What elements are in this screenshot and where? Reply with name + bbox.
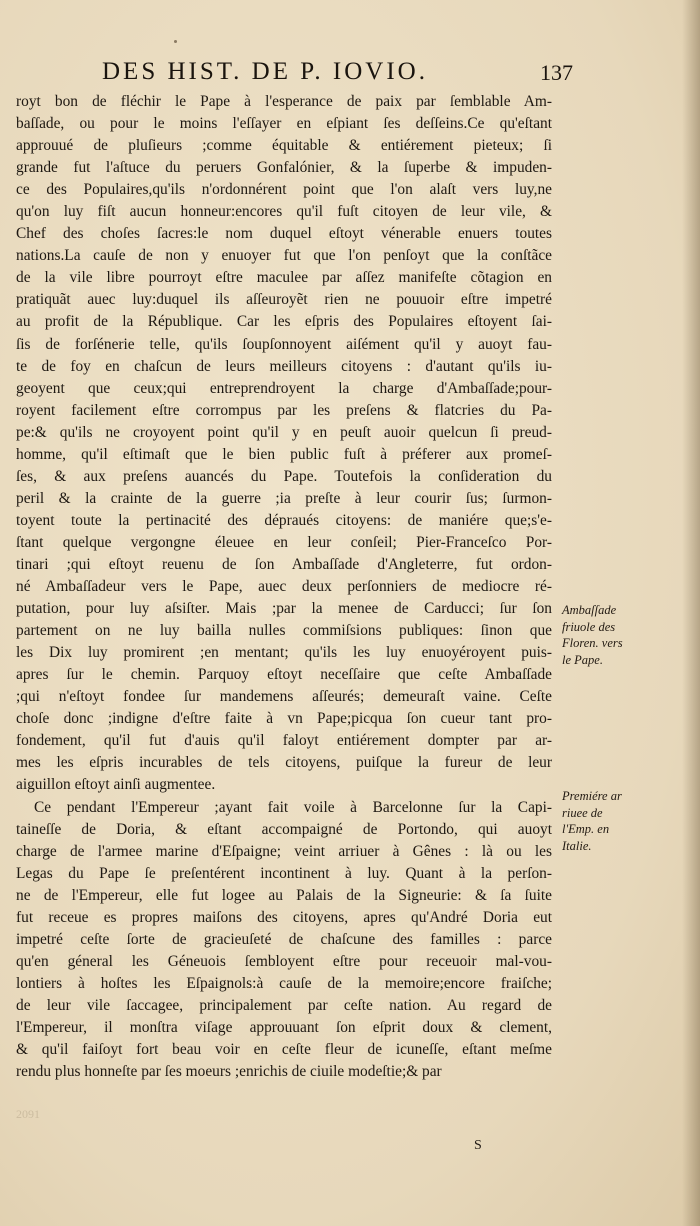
text-line: fondement, qu'il fut d'auis qu'il faloyt entiérement dompter par ar- — [16, 732, 552, 750]
text-line: homme, qu'il eſtimaſt que le bien public fuſt à préferer aux promeſ- — [16, 445, 552, 463]
marginal-note-line: le Pape. — [562, 652, 603, 667]
text-line: partement on ne luy bailla nulles commiſsions publiques: ſinon que — [16, 622, 552, 640]
text-line: ce des Populaires,qu'ils n'ordonnérent point que l'on alaſt vers luy,ne — [16, 181, 552, 199]
text-line: aiguillon eſtoyt ainſi augmentee. — [16, 776, 216, 794]
text-line: geoyent que ceux;qui entreprendroyent la charge d'Ambaſſade;pour- — [16, 379, 552, 397]
text-line: les Dix luy promirent ;en mentant; qu'ils les luy enuoyéroyent puis- — [16, 644, 552, 662]
text-line: royt bon de fléchir le Pape à l'esperance de paix par ſemblable Am- — [16, 93, 552, 110]
signature-mark: S — [474, 1138, 482, 1153]
marginal-note-2 — [562, 788, 666, 854]
body-text — [16, 91, 552, 1083]
text-line: de leur vile ſaccagee, principalement par ceſte nation. Au regard de — [16, 996, 552, 1014]
text-line: de la vile libre pourroyt eſtre maculee par aſſez manifeſte cõtagion en — [16, 269, 552, 287]
bleed-through-mark: 2091 — [16, 1107, 40, 1121]
marginal-note-1 — [562, 602, 666, 668]
text-line: pratiquãt auec luy:duquel ils aſſeuroyẽt rien ne pouuoir eſtre impetré — [16, 291, 552, 309]
text-line: ſtant quelque vergongne éleuee en leur conſeil; Pier-Franceſco Por- — [16, 533, 552, 551]
text-line: fut receue es propres maiſons des citoyens, apres qu'André Doria eut — [16, 908, 552, 926]
text-line: grande fut l'aſtuce du peruers Gonfalónier, & la ſuperbe & impuden- — [16, 159, 552, 177]
text-line: & qu'il faiſoyt fort beau voir en ceſte fleur de icuneſſe, eſtant meſme — [16, 1041, 552, 1059]
text-line: impetré ceſte ſorte de gracieuſeté de chaſcune des familles : parce — [16, 930, 552, 948]
marginal-note-line: Ambaſſade — [562, 603, 617, 617]
text-line: charge de l'armee marine d'Eſpaigne; veint arriuer à Gênes : là ou les — [16, 842, 552, 860]
text-line: apres ſur le chemin. Parquoy eſtoyt neceſſaire que ceſte Ambaſſade — [16, 666, 552, 684]
text-line: approuué de pluſieurs ;comme équitable & entiérement pieteux; ſi — [16, 137, 552, 155]
text-line: choſe donc ;indigne d'eſtre faite à vn Pape;picqua ſon cueur tant pro- — [16, 710, 552, 728]
text-line: qu'en géneral les Géneuois ſembloyent eſtre pour receuoir mal-vou- — [16, 952, 552, 970]
text-line: ;qui n'eſtoyt fondee ſur mandemens aſſeurés; demeuraſt vaine. Ceſte — [16, 688, 552, 706]
text-line: ne de l'Empereur, elle fut logee au Palais de la Signeurie: & ſa ſuite — [16, 886, 552, 904]
text-line: né Ambaſſadeur vers le Pape, auec deux perſonniers de mediocre ré- — [16, 578, 552, 596]
marginal-note-line: friuole des — [562, 619, 616, 634]
running-header — [102, 58, 582, 92]
running-title: DES HIST. DE P. IOVIO. — [102, 58, 428, 85]
text-line: te de foy en chaſcun de leurs meilleurs citoyens : d'autant qu'ils iu- — [16, 357, 552, 375]
text-line: au profit de la République. Car les eſpris des Populaires eſtoyent ſai- — [16, 313, 552, 331]
marginal-note-line: Premiére ar — [562, 789, 622, 803]
marginal-note-line: Floren. vers — [562, 636, 623, 650]
text-line: rendu plus honneſte par ſes moeurs ;enrichis de ciuile modeſtie;& par — [16, 1063, 442, 1081]
text-line: Legas du Pape ſe preſentérent incontinent à luy. Quant à la perſon- — [16, 864, 552, 882]
text-line: Ce pendant l'Empereur ;ayant fait voile à Barcelonne ſur la Capi- — [34, 798, 552, 816]
marginal-note-line: l'Emp. en — [562, 822, 610, 836]
text-line: Chef des choſes ſacres:le nom duquel eſtoyt vénerable enuers toutes — [16, 225, 552, 243]
text-line: mes les eſpris incurables de tels citoyens, puiſque la fureur de leur — [16, 754, 552, 772]
text-line: l'Empereur, il monſtra viſage approuuant ſon eſprit doux & clement, — [16, 1018, 552, 1036]
text-line: toyent toute la pertinacité des dépraués citoyens: de maniére que;s'e- — [16, 511, 552, 529]
text-line: tinari ;qui eſtoyt reuenu de ſon Ambaſſade d'Angleterre, fut ordon- — [16, 555, 552, 573]
text-line: ſes, & aux preſens auancés du Pape. Toutefois la conſideration du — [16, 467, 552, 485]
text-line: ſis de forſénerie telle, qu'ils ſoupſonnoyent aiſément qu'il y auoyt fau- — [16, 335, 552, 353]
text-line: pe:& qu'ils ne croyoyent point qu'il y en peuſt auoir quelcun ſi preud- — [16, 423, 552, 441]
ink-dot — [174, 40, 177, 43]
text-line: royent facilement eſtre corrompus par les preſens & flatcries du Pa- — [16, 401, 552, 419]
marginal-note-line: Italie. — [562, 838, 592, 853]
marginal-note-line: riuee de — [562, 805, 603, 820]
page-gutter-shadow — [682, 0, 700, 1226]
text-line: nations.La cauſe de non y enuoyer fut que l'on penſoyt que la conſtãce — [16, 247, 552, 265]
text-line: qu'on luy fiſt aucun honneur:encores qu'il fuſt citoyen de leur vile, & — [16, 203, 552, 221]
text-line: taineſſe de Doria, & eſtant accompaigné de Portondo, qui auoyt — [16, 820, 552, 838]
page-number: 137 — [540, 60, 573, 85]
text-line: putation, pour luy aſsiſter. Mais ;par la menee de Carducci; ſur ſon — [16, 600, 552, 618]
text-line: baſſade, ou pour le moins l'eſſayer en eſpiant ſes deſſeins.Ce qu'eſtant — [16, 115, 552, 133]
text-line: peril & la crainte de la guerre ;ia preſte à leur courir ſus; ſurmon- — [16, 489, 552, 507]
text-line: lontiers à hoſtes les Eſpaignols:à cauſe de la memoire;encore fraiſche; — [16, 974, 552, 992]
